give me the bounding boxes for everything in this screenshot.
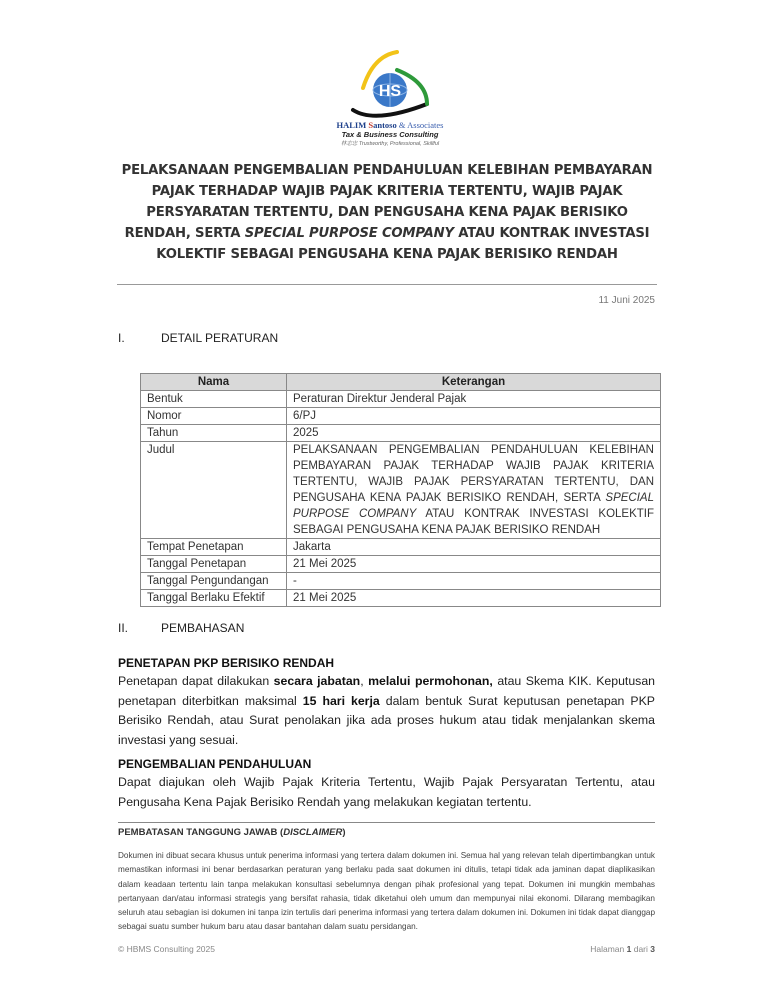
document-date: 11 Juni 2025 [598,295,655,306]
company-logo [300,48,480,153]
regulation-detail-table [140,373,661,607]
row-label: Tanggal Berlaku Efektif [141,590,287,607]
table-row [141,539,661,556]
row-value: Peraturan Direktur Jenderal Pajak [287,391,661,408]
table-row [141,408,661,425]
table-row [141,442,661,539]
footer-copyright: © HBMS Consulting 2025 [118,944,215,954]
row-value: Jakarta [287,539,661,556]
subheading-penetapan-pkp: PENETAPAN PKP BERISIKO RENDAH [118,656,335,670]
row-label: Judul [141,442,287,539]
section-heading-pembahasan: II. PEMBAHASAN [118,621,245,635]
logo-globe-icon [335,48,445,120]
row-value: 6/PJ [287,408,661,425]
row-label: Bentuk [141,391,287,408]
row-label: Tempat Penetapan [141,539,287,556]
row-label: Nomor [141,408,287,425]
row-value: 21 Mei 2025 [287,590,661,607]
row-value: 2025 [287,425,661,442]
row-value: - [287,573,661,590]
disclaimer-divider [118,822,655,823]
svg-text:HS: HS [378,83,402,100]
row-value: PELAKSANAAN PENGEMBALIAN PENDAHULUAN KELEBIHAN PEMBAYARAN PAJAK TERHADAP WAJIB PAJAK KRITERIA TERTENTU, WAJIB PAJAK PERSYARATAN TERTENTU, DAN PENGUSAHA KENA PAJAK BERISIKO RENDAH, SERTA SPECIAL PURPOSE COMPANY ATAU KONTRAK INVESTASI KOLEKTIF SEBAGAI PENGUSAHA KENA PAJAK BERISIKO RENDAH [287,442,661,539]
table-row [141,391,661,408]
table-header-row [141,374,661,391]
section-heading-detail-peraturan: I. DETAIL PERATURAN [118,331,279,345]
document-title: PELAKSANAAN PENGEMBALIAN PENDAHULUAN KELEBIHAN PEMBAYARAN PAJAK TERHADAP WAJIB PAJAK KRITERIA TERTENTU, WAJIB PAJAK PERSYARATAN TERTENTU, DAN PENGUSAHA KENA PAJAK BERISIKO RENDAH, SERTA SPECIAL PURPOSE COMPANY ATAU KONTRAK INVESTASI KOLEKTIF SEBAGAI PENGUSAHA KENA PAJAK BERISIKO RENDAH [121,163,653,262]
table-row [141,590,661,607]
paragraph-penetapan-pkp: Penetapan dapat dilakukan secara jabatan, melalui permohonan, atau Skema KIK. Keputusan penetapan diterbitkan maksimal 15 hari kerja dalam bentuk Surat keputusan penetapan PKP Berisiko Rendah, atau Surat penolakan jika ada proses hukum atau tidak menjalankan skema investasi yang sesuai. [118,674,656,747]
row-label: Tahun [141,425,287,442]
paragraph-pengembalian-pendahuluan: Dapat diajukan oleh Wajib Pajak Kriteria Tertentu, Wajib Pajak Persyaratan Tertentu, atau Pengusaha Kena Pajak Berisiko Rendah yang melakukan kegiatan tertentu. [118,775,655,809]
disclaimer-text: Dokumen ini dibuat secara khusus untuk penerima informasi yang tertera dalam dokumen ini. Semua hal yang relevan telah dipertimbangkan untuk memastikan informasi ini benar berdasarkan peraturan yang berlaku pada saat dokumen ini ditulis, tetapi tidak ada jaminan dapat diaplikasikan dalam keadaan tertentu lain tanpa melakukan konsultasi sebelumnya dengan pihak profesional yang tepat. Dokumen ini mungkin membahas pertanyaan dan/atau informasi strategis yang bersifat rahasia, tidak diketahui oleh umum dan mempunyai nilai ekonomi. Dilarang membagikan seluruh atau sebagian isi dokumen ini tanpa izin tertulis dari penerima informasi yang tertera dalam dokumen ini. Dokumen ini tidak dapat dianggap sebagai suatu sumber hukum baru atau dasar bantahan dalam suatu persidangan. [118,851,655,932]
table-row [141,573,661,590]
footer-page-number: Halaman 1 dari 3 [590,944,655,954]
logo-tagline: 林志忠 Trustworthy, Professional, Skillful [340,141,440,147]
table-row [141,556,661,573]
row-value: 21 Mei 2025 [287,556,661,573]
header-nama: Nama [141,374,287,391]
row-label: Tanggal Pengundangan [141,573,287,590]
table-row [141,425,661,442]
logo-firm-name: HALIM Santoso & Associates [336,120,444,130]
logo-subtitle: Tax & Business Consulting [341,130,439,139]
title-divider [117,284,657,285]
disclaimer-heading: PEMBATASAN TANGGUNG JAWAB (DISCLAIMER) [118,827,346,838]
subheading-pengembalian-pendahuluan: PENGEMBALIAN PENDAHULUAN [118,757,312,771]
row-label: Tanggal Penetapan [141,556,287,573]
header-keterangan: Keterangan [287,374,661,391]
